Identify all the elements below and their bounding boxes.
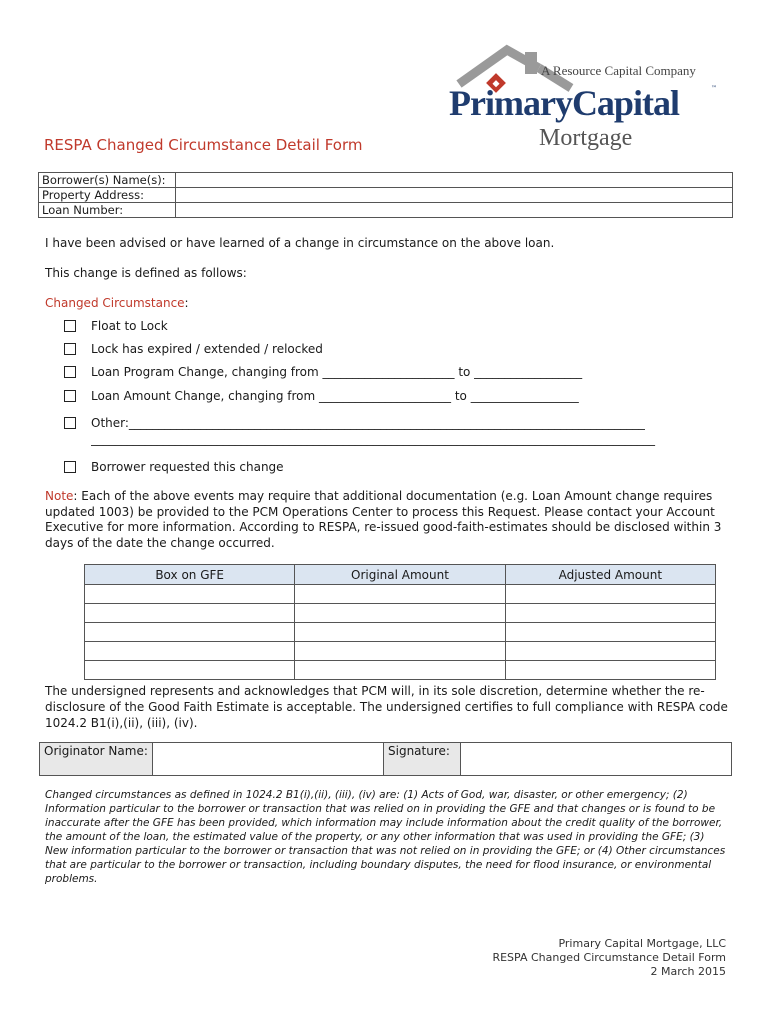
borrower-name-field[interactable]: [176, 173, 733, 188]
table-cell[interactable]: [295, 642, 505, 661]
float-to-lock-label: Float to Lock: [91, 319, 168, 333]
definition-paragraph: Changed circumstances as defined in 1024.2 B1(i),(ii), (iii), (iv) are: (1) Acts of God, war, disaster, or other emergency; (2) Information particular to the borrower or transaction that was relied on in providing the GFE and that changes or is found to be inaccurate after the GFE has been provided, which information may include information about the credit quality of the borrower, the amount of the loan, the estimated value of the property, or any other information that was used in providing the GFE; (3) New information particular to the borrower or transaction that was not relied on in providing the GFE; or (4) Other circumstances that are particular to the borrower or transaction, including boundary disputes, the need for flood insurance, or environmental problems.: [45, 789, 726, 885]
gfe-header-row: [85, 565, 716, 585]
table-row: [85, 661, 716, 680]
table-cell[interactable]: [505, 585, 715, 604]
loan-number-label: Loan Number:: [39, 203, 176, 218]
float-to-lock-checkbox[interactable]: [64, 320, 76, 332]
acknowledgement-paragraph: The undersigned represents and acknowledges that PCM will, in its sole discretion, determine whether the re-disclosure of the Good Faith Estimate is acceptable. The undersigned certifies to full compliance with RESPA code 1024.2 B1(i),(ii), (iii), (iv).: [45, 684, 728, 730]
signature-label: Signature:: [384, 743, 461, 776]
signature-field[interactable]: [461, 743, 732, 776]
original-amount-header: Original Amount: [295, 565, 505, 585]
other-label: Other:______________________________________________________________________________________: [91, 416, 645, 430]
table-cell[interactable]: [85, 604, 295, 623]
info-row-loan: [39, 203, 733, 218]
loan-amount-change-label: Loan Amount Change, changing from ______________________ to __________________: [91, 389, 579, 403]
note-text: : Each of the above events may require that additional documentation (e.g. Loan Amount change requires updated 1003) be provided to the PCM Operations Center to process this Request. Please contact your Account Executive for more information. According to RESPA, re-issued good-faith-estimates should be disclosed within 3 days of the date the change occurred.: [45, 489, 722, 550]
loan-amount-change-checkbox[interactable]: [64, 390, 76, 402]
other-second-line: ______________________________________________________________________________________________: [91, 432, 655, 446]
changed-circumstance-colon: :: [184, 296, 189, 310]
adjusted-amount-header: Adjusted Amount: [505, 565, 715, 585]
originator-name-field[interactable]: [153, 743, 384, 776]
table-cell[interactable]: [505, 604, 715, 623]
table-cell[interactable]: [85, 623, 295, 642]
info-row-address: [39, 188, 733, 203]
table-cell[interactable]: [505, 661, 715, 680]
note-label: Note: [45, 489, 74, 503]
table-cell[interactable]: [85, 642, 295, 661]
table-row: [85, 642, 716, 661]
table-row: [85, 623, 716, 642]
loan-info-table: [38, 172, 733, 218]
logo-tagline: A Resource Capital Company: [541, 63, 696, 78]
lock-expired-label: Lock has expired / extended / relocked: [91, 342, 323, 356]
lock-expired-checkbox[interactable]: [64, 343, 76, 355]
borrower-requested-label: Borrower requested this change: [91, 460, 284, 474]
form-title: RESPA Changed Circumstance Detail Form: [44, 136, 363, 154]
changed-circumstance-label: Changed Circumstance: [45, 296, 185, 310]
info-row-borrower: [39, 173, 733, 188]
gfe-table: [84, 564, 716, 680]
defined-text: This change is defined as follows:: [45, 266, 247, 280]
loan-number-field[interactable]: [176, 203, 733, 218]
table-cell[interactable]: [295, 661, 505, 680]
table-row: [85, 585, 716, 604]
changed-circumstance-heading: [45, 296, 189, 310]
intro-text: I have been advised or have learned of a change in circumstance on the above loan.: [45, 236, 555, 250]
table-cell[interactable]: [505, 642, 715, 661]
table-cell[interactable]: [85, 661, 295, 680]
table-cell[interactable]: [505, 623, 715, 642]
signature-table: [39, 742, 732, 776]
table-cell[interactable]: [295, 604, 505, 623]
loan-program-change-label: Loan Program Change, changing from ______________________ to __________________: [91, 365, 583, 379]
note-paragraph: [45, 489, 727, 551]
table-cell[interactable]: [85, 585, 295, 604]
footer-company: Primary Capital Mortgage, LLC: [558, 937, 726, 950]
originator-name-label: Originator Name:: [40, 743, 153, 776]
logo-name: PrimaryCapital: [449, 83, 679, 123]
footer-form-name: RESPA Changed Circumstance Detail Form: [492, 951, 726, 964]
table-cell[interactable]: [295, 585, 505, 604]
box-on-gfe-header: Box on GFE: [85, 565, 295, 585]
property-address-label: Property Address:: [39, 188, 176, 203]
property-address-field[interactable]: [176, 188, 733, 203]
footer-date: 2 March 2015: [650, 965, 726, 978]
logo-mortgage: Mortgage: [539, 125, 633, 151]
table-cell[interactable]: [295, 623, 505, 642]
borrower-requested-checkbox[interactable]: [64, 461, 76, 473]
signature-row: [40, 743, 732, 776]
loan-program-change-checkbox[interactable]: [64, 366, 76, 378]
borrower-name-label: Borrower(s) Name(s):: [39, 173, 176, 188]
logo-trademark: ™: [711, 85, 717, 92]
other-checkbox[interactable]: [64, 417, 76, 429]
table-row: [85, 604, 716, 623]
